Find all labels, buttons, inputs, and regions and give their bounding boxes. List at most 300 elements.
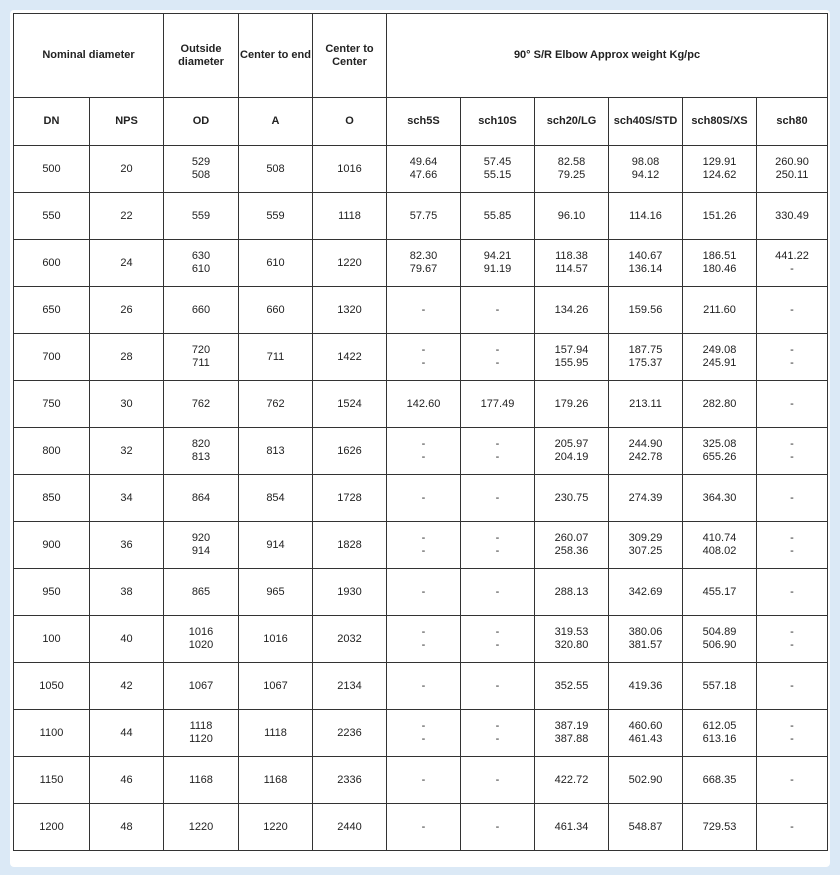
cell-value: 410.74 xyxy=(702,532,737,544)
cell-value: - xyxy=(421,733,426,745)
table-cell: 36 xyxy=(90,522,164,569)
table-cell: 26 xyxy=(90,287,164,334)
header-outside-diameter xyxy=(164,14,239,98)
cell-value: 920 xyxy=(191,532,211,544)
table-cell: 650 xyxy=(14,287,90,334)
cell-value: 94.21 xyxy=(483,250,512,262)
table-cell xyxy=(387,240,461,287)
table-cell: 364.30 xyxy=(683,475,757,522)
table-cell: 1220 xyxy=(239,804,313,851)
cell-value: 180.46 xyxy=(702,263,737,275)
cell-value: - xyxy=(421,545,426,557)
subheader-sch80: sch80 xyxy=(757,98,828,146)
table-cell: 1728 xyxy=(313,475,387,522)
cell-value: - xyxy=(421,357,426,369)
cell-value: 613.16 xyxy=(702,733,737,745)
table-cell: 1150 xyxy=(14,757,90,804)
table-row xyxy=(14,569,828,616)
table-row xyxy=(14,287,828,334)
table-cell xyxy=(609,710,683,757)
table-cell xyxy=(387,428,461,475)
table-cell xyxy=(683,710,757,757)
cell-value: - xyxy=(495,344,500,356)
cell-value: - xyxy=(421,626,426,638)
table-cell: 660 xyxy=(164,287,239,334)
table-cell xyxy=(535,428,609,475)
table-cell: 1220 xyxy=(164,804,239,851)
table-cell: 668.35 xyxy=(683,757,757,804)
cell-value: 460.60 xyxy=(628,720,663,732)
elbow-weight-table xyxy=(13,13,828,851)
cell-value: 249.08 xyxy=(702,344,737,356)
table-cell: 30 xyxy=(90,381,164,428)
table-cell xyxy=(387,710,461,757)
cell-value: - xyxy=(790,720,794,732)
table-cell: 762 xyxy=(239,381,313,428)
table-cell xyxy=(609,428,683,475)
table-cell xyxy=(164,428,239,475)
table-cell: 211.60 xyxy=(683,287,757,334)
table-cell: 330.49 xyxy=(757,193,828,240)
table-cell xyxy=(164,522,239,569)
table-cell xyxy=(609,146,683,193)
table-cell xyxy=(609,334,683,381)
table-cell: 508 xyxy=(239,146,313,193)
table-cell: 800 xyxy=(14,428,90,475)
cell-value: 529 xyxy=(191,156,211,168)
header-center-to-center-line2: Center xyxy=(332,55,367,68)
cell-value: 187.75 xyxy=(628,344,663,356)
table-cell: 711 xyxy=(239,334,313,381)
table-cell xyxy=(683,240,757,287)
table-cell: 660 xyxy=(239,287,313,334)
cell-value: - xyxy=(790,263,794,275)
table-cell: 1220 xyxy=(313,240,387,287)
cell-value: 242.78 xyxy=(628,451,663,463)
table-cell xyxy=(683,428,757,475)
table-cell xyxy=(609,522,683,569)
cell-value: - xyxy=(495,733,500,745)
cell-value: - xyxy=(790,357,794,369)
table-row xyxy=(14,663,828,710)
cell-value: 508 xyxy=(191,169,211,181)
table-cell: - xyxy=(757,475,828,522)
table-cell: 600 xyxy=(14,240,90,287)
cell-value: 250.11 xyxy=(775,169,809,181)
cell-value: 320.80 xyxy=(554,639,589,651)
table-cell xyxy=(757,522,828,569)
table-cell: 1200 xyxy=(14,804,90,851)
table-cell: - xyxy=(757,569,828,616)
table-row xyxy=(14,757,828,804)
table-cell: 1828 xyxy=(313,522,387,569)
cell-value: 1118 xyxy=(189,720,213,732)
table-cell xyxy=(535,334,609,381)
table-row xyxy=(14,334,828,381)
cell-value: - xyxy=(421,344,426,356)
table-cell: 419.36 xyxy=(609,663,683,710)
cell-value: 309.29 xyxy=(628,532,663,544)
table-cell: 1320 xyxy=(313,287,387,334)
table-cell xyxy=(164,710,239,757)
header-center-to-end: Center to end xyxy=(239,14,313,98)
cell-value: - xyxy=(421,451,426,463)
table-cell: 179.26 xyxy=(535,381,609,428)
table-cell xyxy=(164,146,239,193)
subheader-o: O xyxy=(313,98,387,146)
table-cell: 1118 xyxy=(239,710,313,757)
table-cell xyxy=(387,146,461,193)
header-outside-diameter-line2: diameter xyxy=(178,55,224,68)
cell-value: 47.66 xyxy=(409,169,438,181)
table-cell: 2440 xyxy=(313,804,387,851)
table-cell: 1100 xyxy=(14,710,90,757)
table-cell xyxy=(757,710,828,757)
table-cell xyxy=(461,616,535,663)
table-cell: 914 xyxy=(239,522,313,569)
table-cell: - xyxy=(757,287,828,334)
table-cell xyxy=(535,146,609,193)
cell-value: - xyxy=(495,438,500,450)
table-cell xyxy=(757,616,828,663)
table-cell: 1930 xyxy=(313,569,387,616)
table-cell: 1524 xyxy=(313,381,387,428)
table-cell xyxy=(535,240,609,287)
table-row xyxy=(14,428,828,475)
table-cell xyxy=(683,616,757,663)
table-cell: 177.49 xyxy=(461,381,535,428)
cell-value: 630 xyxy=(191,250,211,262)
cell-value: 57.45 xyxy=(483,156,512,168)
table-cell: - xyxy=(461,663,535,710)
table-row xyxy=(14,804,828,851)
table-cell: 864 xyxy=(164,475,239,522)
table-cell xyxy=(683,334,757,381)
table-cell: 1626 xyxy=(313,428,387,475)
table-cell: 900 xyxy=(14,522,90,569)
cell-value: 114.57 xyxy=(555,263,588,275)
table-cell xyxy=(461,428,535,475)
cell-value: 655.26 xyxy=(702,451,737,463)
cell-value: - xyxy=(495,720,500,732)
cell-value: 504.89 xyxy=(702,626,737,638)
table-cell xyxy=(164,334,239,381)
table-cell: 1168 xyxy=(239,757,313,804)
table-cell xyxy=(461,522,535,569)
subheader-nps: NPS xyxy=(90,98,164,146)
table-cell xyxy=(164,240,239,287)
cell-value: 1120 xyxy=(189,733,213,745)
cell-value: 157.94 xyxy=(554,344,589,356)
table-cell: 762 xyxy=(164,381,239,428)
cell-value: - xyxy=(495,545,500,557)
table-cell: 965 xyxy=(239,569,313,616)
table-row xyxy=(14,616,828,663)
table-row xyxy=(14,475,828,522)
table-cell: 32 xyxy=(90,428,164,475)
subheader-sch80s-xs: sch80S/XS xyxy=(683,98,757,146)
cell-value: - xyxy=(495,639,500,651)
cell-value: 124.62 xyxy=(702,169,737,181)
table-cell: 342.69 xyxy=(609,569,683,616)
table-cell: - xyxy=(757,381,828,428)
table-cell: 1067 xyxy=(239,663,313,710)
header-row-sub xyxy=(14,98,828,146)
table-cell: - xyxy=(387,475,461,522)
table-cell: 1168 xyxy=(164,757,239,804)
cell-value: 319.53 xyxy=(554,626,589,638)
table-cell: 44 xyxy=(90,710,164,757)
cell-value: 79.67 xyxy=(409,263,438,275)
table-cell: - xyxy=(461,569,535,616)
table-cell: 1016 xyxy=(313,146,387,193)
table-row xyxy=(14,193,828,240)
cell-value: - xyxy=(495,451,500,463)
cell-value: - xyxy=(495,532,500,544)
table-cell: - xyxy=(387,663,461,710)
table-row xyxy=(14,146,828,193)
table-cell: 2236 xyxy=(313,710,387,757)
cell-value: 129.91 xyxy=(702,156,737,168)
table-cell: 134.26 xyxy=(535,287,609,334)
table-cell: 2134 xyxy=(313,663,387,710)
table-cell: 455.17 xyxy=(683,569,757,616)
table-cell: 42 xyxy=(90,663,164,710)
table-cell: 950 xyxy=(14,569,90,616)
table-cell: 865 xyxy=(164,569,239,616)
table-cell: 700 xyxy=(14,334,90,381)
table-cell: 729.53 xyxy=(683,804,757,851)
table-cell: 100 xyxy=(14,616,90,663)
table-cell xyxy=(757,428,828,475)
table-cell xyxy=(757,240,828,287)
subheader-od: OD xyxy=(164,98,239,146)
table-cell: 1016 xyxy=(239,616,313,663)
table-cell: 461.34 xyxy=(535,804,609,851)
table-cell: - xyxy=(387,804,461,851)
cell-value: 98.08 xyxy=(631,156,660,168)
table-cell: 2336 xyxy=(313,757,387,804)
cell-value: 461.43 xyxy=(628,733,663,745)
cell-value: 82.58 xyxy=(557,156,586,168)
table-frame xyxy=(10,10,830,867)
cell-value: - xyxy=(421,639,426,651)
table-cell: 159.56 xyxy=(609,287,683,334)
table-cell: - xyxy=(757,663,828,710)
table-cell: - xyxy=(461,475,535,522)
table-cell xyxy=(757,334,828,381)
table-cell: 213.11 xyxy=(609,381,683,428)
cell-value: 914 xyxy=(191,545,211,557)
cell-value: 258.36 xyxy=(554,545,589,557)
cell-value: 381.57 xyxy=(628,639,663,651)
table-cell xyxy=(164,616,239,663)
table-cell: 38 xyxy=(90,569,164,616)
cell-value: - xyxy=(421,720,426,732)
cell-value: - xyxy=(790,438,794,450)
table-cell xyxy=(757,146,828,193)
table-cell: 559 xyxy=(239,193,313,240)
table-cell: 854 xyxy=(239,475,313,522)
table-cell: 352.55 xyxy=(535,663,609,710)
table-cell: 40 xyxy=(90,616,164,663)
subheader-sch10s: sch10S xyxy=(461,98,535,146)
cell-value: 711 xyxy=(192,357,210,369)
cell-value: 506.90 xyxy=(702,639,737,651)
table-cell xyxy=(387,334,461,381)
subheader-sch5s: sch5S xyxy=(387,98,461,146)
cell-value: 325.08 xyxy=(702,438,737,450)
table-row xyxy=(14,522,828,569)
table-cell xyxy=(461,240,535,287)
table-cell: 230.75 xyxy=(535,475,609,522)
table-cell xyxy=(609,616,683,663)
table-cell: 1050 xyxy=(14,663,90,710)
table-row xyxy=(14,381,828,428)
table-cell: 28 xyxy=(90,334,164,381)
table-cell: 282.80 xyxy=(683,381,757,428)
table-cell: 502.90 xyxy=(609,757,683,804)
cell-value: 387.88 xyxy=(554,733,589,745)
subheader-sch40s-std: sch40S/STD xyxy=(609,98,683,146)
cell-value: - xyxy=(790,626,794,638)
cell-value: 118.38 xyxy=(555,250,588,262)
table-cell: 274.39 xyxy=(609,475,683,522)
table-cell xyxy=(461,710,535,757)
table-cell: 610 xyxy=(239,240,313,287)
table-cell: 550 xyxy=(14,193,90,240)
cell-value: - xyxy=(790,451,794,463)
cell-value: 245.91 xyxy=(702,357,737,369)
cell-value: 1016 xyxy=(188,626,214,638)
table-cell: 114.16 xyxy=(609,193,683,240)
table-cell xyxy=(683,522,757,569)
table-cell: - xyxy=(757,804,828,851)
table-cell: - xyxy=(387,757,461,804)
cell-value: 140.67 xyxy=(628,250,663,262)
cell-value: - xyxy=(790,344,794,356)
table-cell: - xyxy=(461,287,535,334)
table-cell xyxy=(535,522,609,569)
cell-value: 55.15 xyxy=(483,169,512,181)
table-row xyxy=(14,710,828,757)
table-cell: 1067 xyxy=(164,663,239,710)
cell-value: - xyxy=(790,639,794,651)
table-cell xyxy=(535,710,609,757)
table-cell xyxy=(683,146,757,193)
table-cell: 48 xyxy=(90,804,164,851)
table-cell xyxy=(387,522,461,569)
cell-value: 612.05 xyxy=(702,720,737,732)
cell-value: 408.02 xyxy=(702,545,737,557)
table-cell: 2032 xyxy=(313,616,387,663)
table-cell: 24 xyxy=(90,240,164,287)
cell-value: 813 xyxy=(191,451,211,463)
table-cell: - xyxy=(387,287,461,334)
table-cell: 1118 xyxy=(313,193,387,240)
cell-value: 49.64 xyxy=(409,156,438,168)
cell-value: 94.12 xyxy=(631,169,660,181)
cell-value: 91.19 xyxy=(483,263,512,275)
cell-value: - xyxy=(790,532,794,544)
cell-value: 820 xyxy=(191,438,211,450)
cell-value: 720 xyxy=(191,344,211,356)
table-cell: 850 xyxy=(14,475,90,522)
cell-value: 1020 xyxy=(188,639,214,651)
table-cell: 20 xyxy=(90,146,164,193)
table-cell: 288.13 xyxy=(535,569,609,616)
cell-value: 175.37 xyxy=(628,357,663,369)
header-center-to-center-line1: Center to xyxy=(325,42,374,55)
cell-value: 204.19 xyxy=(554,451,589,463)
header-center-to-center xyxy=(313,14,387,98)
cell-value: 260.07 xyxy=(554,532,589,544)
header-row-main xyxy=(14,14,828,98)
subheader-sch20-lg: sch20/LG xyxy=(535,98,609,146)
header-weight-title: 90° S/R Elbow Approx weight Kg/pc xyxy=(387,14,828,98)
cell-value: 610 xyxy=(191,263,211,275)
table-cell: 22 xyxy=(90,193,164,240)
cell-value: 380.06 xyxy=(628,626,663,638)
table-cell: 422.72 xyxy=(535,757,609,804)
cell-value: 136.14 xyxy=(628,263,663,275)
table-cell: - xyxy=(387,569,461,616)
table-cell xyxy=(609,240,683,287)
cell-value: 186.51 xyxy=(702,250,737,262)
cell-value: 205.97 xyxy=(554,438,589,450)
subheader-dn: DN xyxy=(14,98,90,146)
cell-value: - xyxy=(421,532,426,544)
table-cell: 750 xyxy=(14,381,90,428)
cell-value: - xyxy=(790,545,794,557)
table-cell: 813 xyxy=(239,428,313,475)
subheader-a: A xyxy=(239,98,313,146)
table-cell: 557.18 xyxy=(683,663,757,710)
cell-value: - xyxy=(790,733,794,745)
cell-value: - xyxy=(421,438,426,450)
table-cell: 57.75 xyxy=(387,193,461,240)
table-cell: 142.60 xyxy=(387,381,461,428)
table-cell: - xyxy=(461,804,535,851)
cell-value: 82.30 xyxy=(409,250,438,262)
table-cell: 151.26 xyxy=(683,193,757,240)
cell-value: - xyxy=(495,357,500,369)
table-cell: 548.87 xyxy=(609,804,683,851)
table-cell xyxy=(461,334,535,381)
table-body xyxy=(14,146,828,851)
table-cell: 46 xyxy=(90,757,164,804)
table-cell: 1422 xyxy=(313,334,387,381)
cell-value: 307.25 xyxy=(628,545,663,557)
table-cell: - xyxy=(461,757,535,804)
table-cell xyxy=(461,146,535,193)
table-cell: 500 xyxy=(14,146,90,193)
table-cell: 559 xyxy=(164,193,239,240)
header-nominal-diameter: Nominal diameter xyxy=(14,14,164,98)
table-row xyxy=(14,240,828,287)
header-outside-diameter-line1: Outside xyxy=(180,42,222,55)
table-cell xyxy=(535,616,609,663)
table-cell: 34 xyxy=(90,475,164,522)
cell-value: 244.90 xyxy=(628,438,663,450)
table-cell: 55.85 xyxy=(461,193,535,240)
table-cell: - xyxy=(757,757,828,804)
cell-value: 441.22 xyxy=(775,250,809,262)
cell-value: - xyxy=(495,626,500,638)
cell-value: 387.19 xyxy=(554,720,589,732)
cell-value: 155.95 xyxy=(554,357,589,369)
cell-value: 79.25 xyxy=(557,169,586,181)
